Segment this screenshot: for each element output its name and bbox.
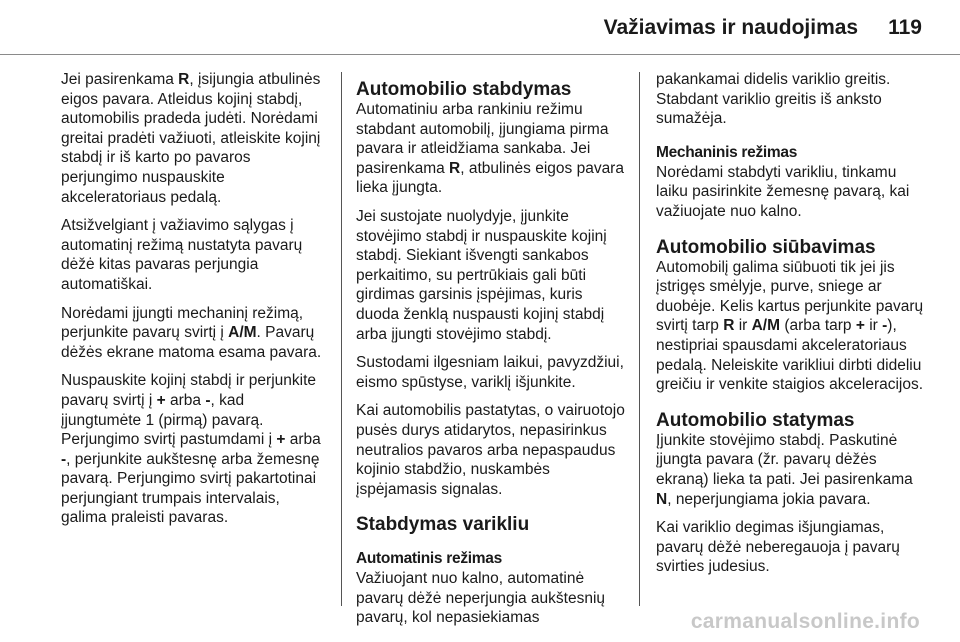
- paragraph: Įjunkite stovėjimo stabdį. Paskutinė įjungta pavara (žr. pavarų dėžės ekraną) lieka ta pati. Jei pasirenkama N, neperjungiama jokia pavara.: [656, 431, 913, 508]
- paragraph: Norėdami įjungti mechaninį režimą, perjunkite pavarų svirtį į A/M. Pavarų dėžės ekrane matoma esama pavara.: [61, 304, 322, 361]
- paragraph: Važiuojant nuo kalno, automatinė pavarų dėžė neperjungia aukštesnių pavarų, kol nepasiekiamas: [356, 570, 606, 627]
- header-title: Važiavimas ir naudojimas: [603, 16, 859, 39]
- section-heading: Automobilio siūbavimas: [656, 236, 876, 258]
- paragraph: Kai automobilis pastatytas, o vairuotojo pusės durys atidarytos, nepasirinkus neutralios pavaros arba nepaspaudus kojinio stabdžio, nuskambės įspėjamasis signalas.: [356, 402, 625, 498]
- section-heading: Automobilio statymas: [656, 409, 855, 431]
- column-3: [656, 70, 924, 586]
- paragraph: Automobilį galima siūbuoti tik jei jis įstrigęs smėlyje, purve, sniege ar duobėje. Kelis kartus perjunkite pavarų svirtį tarp R ir A/M (arba tarp + ir -), nestipriai spausdami akceleratoriaus pedalą. Neleiskite varikliui dirbti dideliu greičiu ir venkite staigios akceleracijos.: [656, 258, 924, 394]
- header-divider: [0, 54, 960, 55]
- section-heading: Automobilio stabdymas: [356, 79, 572, 100]
- paragraph: Nuspauskite kojinį stabdį ir perjunkite pavarų svirtį į + arba -, kad įjungtumėte 1 (pirmą) pavarą. Perjungimo svirtį pastumdami į + arba -, perjunkite aukštesnę arba žemesnę pavarą. Perjungimo svirtį pakartotinai perjungiant trumpais intervalais, galima praleisti pavaras.: [61, 372, 321, 527]
- watermark: carmanualsonline.info: [690, 610, 920, 633]
- paragraph: Sustodami ilgesniam laikui, pavyzdžiui, eismo spūstyse, variklį išjunkite.: [356, 354, 624, 391]
- subsection-heading: Automatinis režimas: [356, 550, 502, 568]
- paragraph: Kai variklio degimas išjungiamas, pavarų dėžė neberegauoja į pavarų svirties judesius.: [656, 519, 900, 576]
- column-divider-2: [639, 72, 640, 606]
- paragraph: Jei pasirenkama R, įsijungia atbulinės eigos pavara. Atleidus kojinį stabdį, automobilis pradeda judėti. Norėdami greitai pradėti važiuoti, atleiskite kojinį stabdį ir iš karto po pavaros perjungimo nuspauskite akceleratoriaus pedalą.: [61, 71, 321, 206]
- paragraph: Jei sustojate nuolydyje, įjunkite stovėjimo stabdį ir nuspauskite kojinį stabdį. Siekiant išvengti sankabos perkaitimo, su pertrūkiais gali būti girdimas garsinis įspėjimas, kuris duoda ženklą nuspausti kojinį stabdį arba įjungti stovėjimo stabdį.: [356, 207, 607, 343]
- column-2: [356, 80, 628, 637]
- subsection-heading: Mechaninis režimas: [656, 143, 798, 161]
- section-heading: Stabdymas varikliu: [356, 514, 530, 536]
- paragraph: Atsižvelgiant į važiavimo sąlygas į automatinį režimą nustatyta pavarų dėžė kitas pavaras perjungia automatiškai.: [61, 217, 303, 293]
- paragraph: Norėdami stabdyti varikliu, tinkamu laiku pasirinkite žemesnę pavarą, kai važiuojate nuo kalno.: [656, 163, 910, 220]
- page-header: [604, 16, 922, 40]
- column-1: [61, 70, 327, 537]
- paragraph: pakankamai didelis variklio greitis. Stabdant variklio greitis iš anksto sumažėja.: [656, 71, 891, 128]
- column-divider-1: [341, 72, 342, 606]
- page-number: 119: [888, 16, 922, 39]
- paragraph: Automatiniu arba rankiniu režimu stabdant automobilį, įjungiama pirma pavara ir atleidžiama sankaba. Jei pasirenkama R, atbulinės eigos pavara lieka įjungta.: [356, 101, 624, 197]
